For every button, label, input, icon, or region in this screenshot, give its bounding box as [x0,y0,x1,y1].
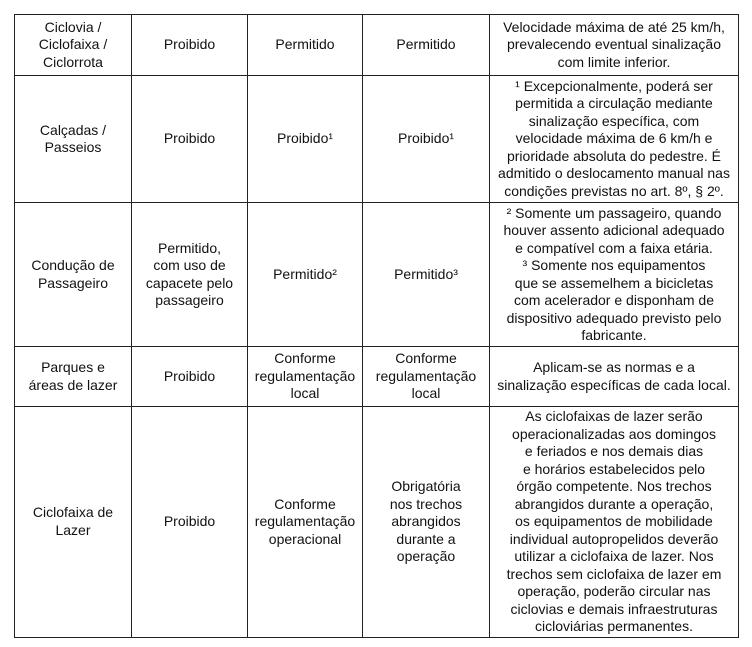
table-row [15,347,739,407]
note-cell: Velocidade máxima de até 25 km/h, prevalecendo eventual sinalização com limite inferior. [490,15,739,76]
table-cell: Proibido [132,15,248,76]
table-cell: Conforme regulamentação local [248,347,363,407]
table-cell: Permitido [248,15,363,76]
table-row [15,15,739,76]
table-row [15,407,739,638]
table-cell: Permitido [363,15,490,76]
row-label-cell: Ciclofaixa de Lazer [15,407,132,638]
row-label-cell: Condução de Passageiro [15,203,132,347]
table-cell: Proibido¹ [363,76,490,203]
row-label-cell: Ciclovia / Ciclofaixa / Ciclorrota [15,15,132,76]
row-label-cell: Parques e áreas de lazer [15,347,132,407]
table-cell: Permitido³ [363,203,490,347]
note-cell: ¹ Excepcionalmente, poderá ser permitida a circulação mediante sinalização específica, com velocidade máxima de 6 km/h e prioridade absoluta do pedestre. É admitido o deslocamento manual nas condições previstas no art. 8º, § 2º. [490,76,739,203]
table-cell: Proibido [132,76,248,203]
table-cell: Proibido¹ [248,76,363,203]
table-cell: Conforme regulamentação operacional [248,407,363,638]
regulation-table [14,14,739,638]
note-cell: As ciclofaixas de lazer serão operacionalizadas aos domingos e feriados e nos demais dias e horários estabelecidos pelo órgão competente. Nos trechos abrangidos durante a operação, os equipamentos de mobilidade individual autopropelidos deverão utilizar a ciclofaixa de lazer. Nos trechos sem ciclofaixa de lazer em operação, poderão circular nas ciclovias e demais infraestruturas cicloviárias permanentes. [490,407,739,638]
table-cell: Proibido [132,407,248,638]
table-cell: Permitido, com uso de capacete pelo passageiro [132,203,248,347]
table-row [15,76,739,203]
table-row [15,203,739,347]
table-cell: Conforme regulamentação local [363,347,490,407]
note-cell: ² Somente um passageiro, quando houver assento adicional adequado e compatível com a faixa etária. ³ Somente nos equipamentos que se assemelhem a bicicletas com acelerador e disponham de dispositivo adequado previsto pelo fabricante. [490,203,739,347]
row-label-cell: Calçadas / Passeios [15,76,132,203]
table-cell: Permitido² [248,203,363,347]
table-cell: Proibido [132,347,248,407]
note-cell: Aplicam-se as normas e a sinalização específicas de cada local. [490,347,739,407]
table-cell: Obrigatória nos trechos abrangidos durante a operação [363,407,490,638]
